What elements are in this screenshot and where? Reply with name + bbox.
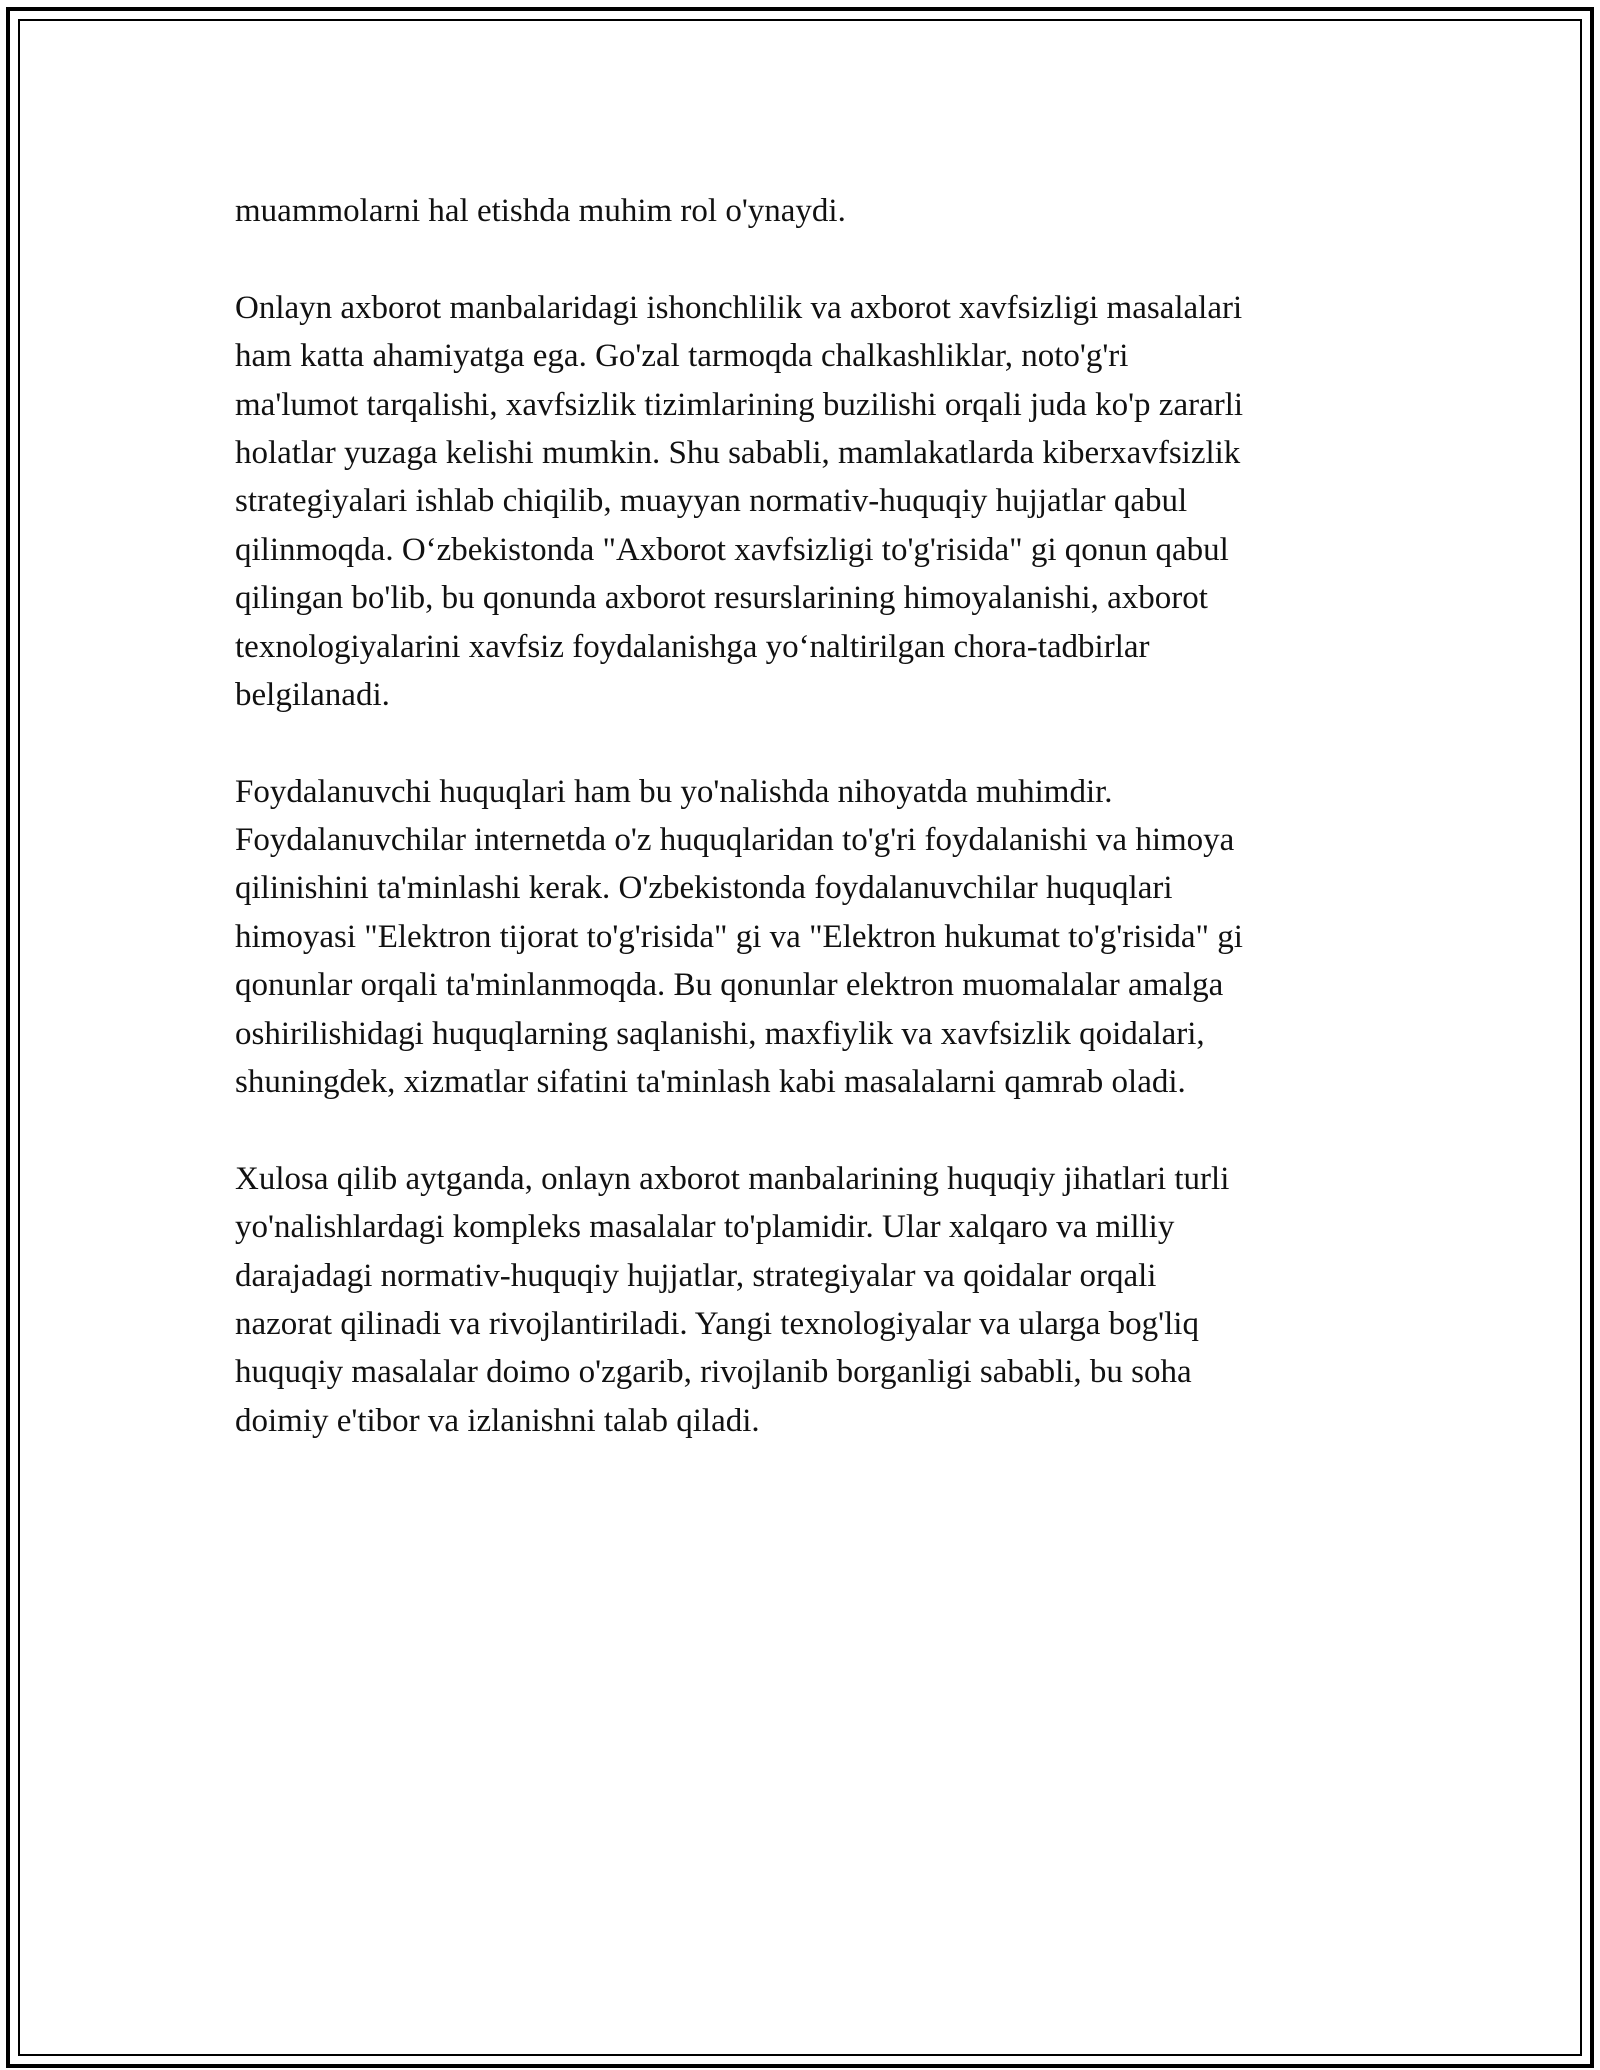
text-line: strategiyalari ishlab chiqilib, muayyan normativ-huquqiy hujjatlar qabul bbox=[235, 483, 1188, 520]
text-line: texnologiyalarini xavfsiz foydalanishga yo‘naltirilgan chora-tadbirlar bbox=[235, 628, 1150, 665]
text-line: doimiy e'tibor va izlanishni talab qiladi. bbox=[235, 1402, 760, 1439]
text-line: Onlayn axborot manbalaridagi ishonchlilik va axborot xavfsizligi masalalari bbox=[235, 289, 1243, 326]
text-line: oshirilishidagi huquqlarning saqlanishi, maxfiylik va xavfsizlik qoidalari, bbox=[235, 1015, 1205, 1052]
paragraph-spacer bbox=[235, 235, 1365, 283]
paragraph bbox=[235, 187, 1365, 235]
text-line: himoyasi "Elektron tijorat to'g'risida" gi va "Elektron hukumat to'g'risida" gi bbox=[235, 918, 1243, 955]
paragraph-spacer bbox=[235, 1106, 1365, 1154]
text-line: Xulosa qilib aytganda, onlayn axborot manbalarining huquqiy jihatlari turli bbox=[235, 1160, 1230, 1197]
text-line: darajadagi normativ-huquqiy hujjatlar, strategiyalar va qoidalar orqali bbox=[235, 1257, 1157, 1294]
text-line: huquqiy masalalar doimo o'zgarib, rivojlanib borganligi sababli, bu soha bbox=[235, 1354, 1192, 1391]
text-line: holatlar yuzaga kelishi mumkin. Shu sababli, mamlakatlarda kiberxavfsizlik bbox=[235, 434, 1241, 471]
paragraph bbox=[235, 284, 1365, 720]
text-line: Foydalanuvchilar internetda o'z huquqlaridan to'g'ri foydalanishi va himoya bbox=[235, 822, 1235, 859]
text-line: qonunlar orqali ta'minlanmoqda. Bu qonunlar elektron muomalalar amalga bbox=[235, 967, 1224, 1004]
text-line: qilinishini ta'minlashi kerak. O'zbekistonda foydalanuvchilar huquqlari bbox=[235, 870, 1173, 907]
text-line: belgilanadi. bbox=[235, 676, 390, 713]
document-body bbox=[235, 187, 1365, 1445]
text-line: Foydalanuvchi huquqlari ham bu yo'nalishda nihoyatda muhimdir. bbox=[235, 773, 1113, 810]
paragraph-spacer bbox=[235, 719, 1365, 767]
text-line: ham katta ahamiyatga ega. Go'zal tarmoqda chalkashliklar, noto'g'ri bbox=[235, 338, 1129, 375]
paragraph bbox=[235, 1155, 1365, 1445]
text-line: qilinmoqda. O‘zbekistonda "Axborot xavfsizligi to'g'risida" gi qonun qabul bbox=[235, 531, 1229, 568]
text-line: ma'lumot tarqalishi, xavfsizlik tizimlarining buzilishi orqali juda ko'p zararli bbox=[235, 386, 1244, 423]
paragraph bbox=[235, 768, 1365, 1107]
text-line: muammolarni hal etishda muhim rol o'ynaydi. bbox=[235, 193, 846, 229]
text-line: qilingan bo'lib, bu qonunda axborot resurslarining himoyalanishi, axborot bbox=[235, 580, 1208, 617]
text-line: yo'nalishlardagi kompleks masalalar to'plamidir. Ular xalqaro va milliy bbox=[235, 1209, 1175, 1246]
text-line: shuningdek, xizmatlar sifatini ta'minlash kabi masalalarni qamrab oladi. bbox=[235, 1064, 1186, 1101]
text-line: nazorat qilinadi va rivojlantiriladi. Yangi texnologiyalar va ularga bog'liq bbox=[235, 1305, 1199, 1342]
